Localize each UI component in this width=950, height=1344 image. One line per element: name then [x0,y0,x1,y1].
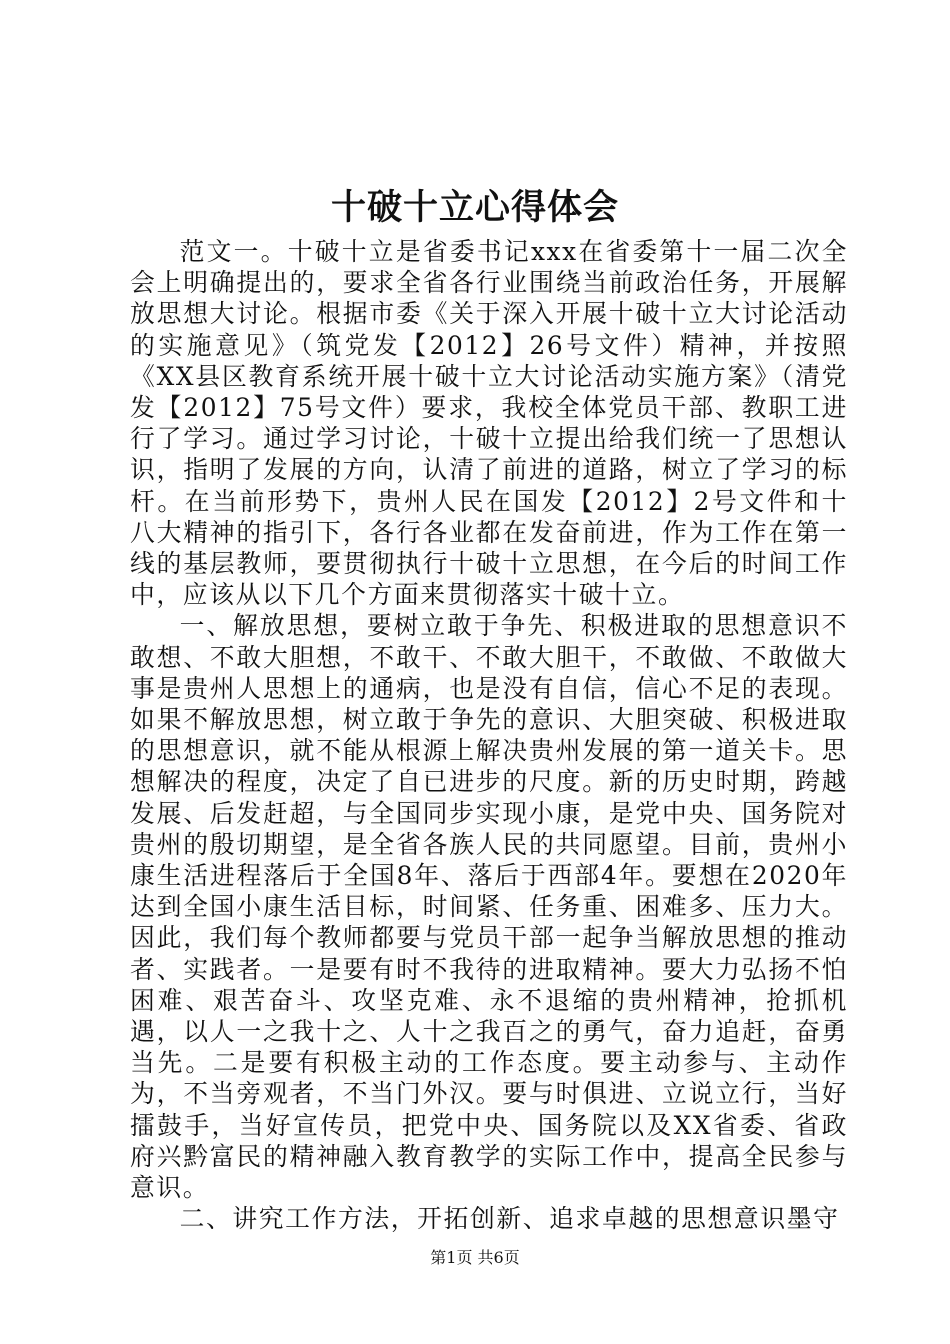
paragraph: 范文一。十破十立是省委书记xxx在省委第十一届二次全会上明确提出的，要求全省各行业围绕当前政治任务，开展解放思想大讨论。根据市委《关于深入开展十破十立大讨论活动的实施意见》（筑党发【2012】26号文件）精神，并按照《XX县区教育系统开展十破十立大讨论活动实施方案》（清党发【2012】75号文件）要求，我校全体党员干部、教职工进行了学习。通过学习讨论，十破十立提出给我们统一了思想认识，指明了发展的方向，认清了前进的道路，树立了学习的标杆。在当前形势下，贵州人民在国发【2012】2号文件和十八大精神的指引下，各行各业都在发奋前进，作为工作在第一线的基层教师，要贯彻执行十破十立思想，在今后的时间工作中，应该从以下几个方面来贯彻落实十破十立。 [130,237,848,610]
document-body [130,236,848,1235]
paragraph: 一、解放思想，要树立敢于争先、积极进取的思想意识不敢想、不敢大胆想，不敢干、不敢大胆干，不敢做、不敢做大事是贵州人思想上的通病，也是没有自信，信心不足的表现。如果不解放思想，树立敢于争先的意识、大胆突破、积极进取的思想意识，就不能从根源上解决贵州发展的第一道关卡。思想解决的程度，决定了自已进步的尺度。新的历史时期，跨越发展、后发赶超，与全国同步实现小康，是党中央、国务院对贵州的殷切期望，是全省各族人民的共同愿望。目前，贵州小康生活进程落后于全国8年、落后于西部4年。要想在2020年达到全国小康生活目标，时间紧、任务重、困难多、压力大。因此，我们每个教师都要与党员干部一起争当解放思想的推动者、实践者。一是要有时不我待的进取精神。要大力弘扬不怕困难、艰苦奋斗、攻坚克难、永不退缩的贵州精神，抢抓机遇，以人一之我十之、人十之我百之的勇气，奋力追赶，奋勇当先。二是要有积极主动的工作态度。要主动参与、主动作为，不当旁观者，不当门外汉。要与时俱进、立说立行，当好擂鼓手，当好宣传员，把党中央、国务院以及XX省委、省政府兴黔富民的精神融入教育教学的实际工作中，提高全民参与意识。 [130,611,848,1203]
document-title: 十破十立心得体会 [330,187,619,228]
paragraph: 二、讲究工作方法，开拓创新、追求卓越的思想意识墨守 [179,1204,840,1234]
page-footer: 第1页 共6页 [430,1248,520,1267]
